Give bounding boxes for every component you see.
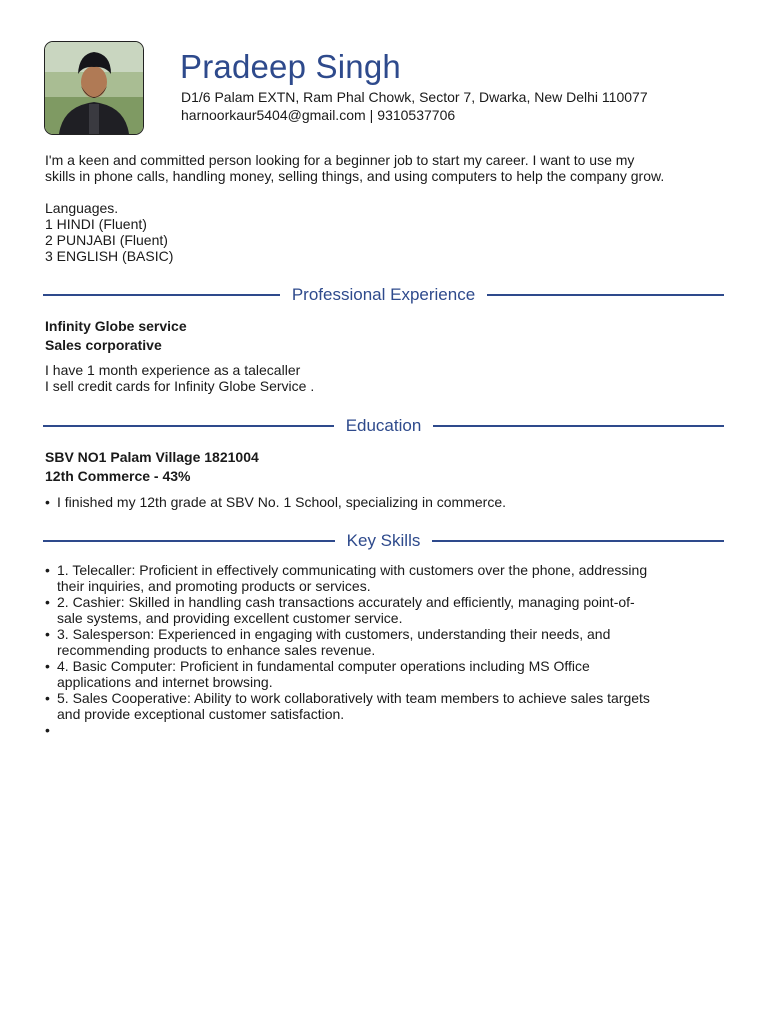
bullet-mark: • xyxy=(45,626,50,642)
experience-line: I sell credit cards for Infinity Globe Service . xyxy=(45,378,315,394)
section-title: Professional Experience xyxy=(291,285,476,304)
list-item xyxy=(45,626,650,658)
section-header-experience xyxy=(43,284,724,306)
divider xyxy=(43,425,334,427)
skill-line: their inquiries, and promoting products or services. xyxy=(57,578,371,594)
list-item xyxy=(45,494,506,510)
phone: 9310537706 xyxy=(377,107,456,123)
bullet-mark: • xyxy=(45,658,50,674)
education-detail: I finished my 12th grade at SBV No. 1 School, specializing in commerce. xyxy=(57,494,506,510)
profile-photo xyxy=(44,41,144,135)
language-item: 1 HINDI (Fluent) xyxy=(45,216,147,232)
skill-line: 3. Salesperson: Experienced in engaging with customers, understanding their needs, and xyxy=(57,626,611,642)
section-title: Education xyxy=(345,416,422,435)
bullet-mark: • xyxy=(45,494,50,510)
language-item: 3 ENGLISH (BASIC) xyxy=(45,248,174,264)
list-item xyxy=(45,690,650,722)
education-entry xyxy=(45,448,259,486)
languages xyxy=(45,200,173,264)
summary-line: I'm a keen and committed person looking for a beginner job to start my career. I want to use my xyxy=(45,152,635,168)
list-item xyxy=(45,722,650,738)
skills-list xyxy=(45,562,650,738)
candidate-name: Pradeep Singh xyxy=(180,48,401,85)
school-name: SBV NO1 Palam Village 1821004 xyxy=(45,449,259,465)
list-item xyxy=(45,594,650,626)
grade: 12th Commerce - 43% xyxy=(45,468,191,484)
experience-entry xyxy=(45,317,187,355)
experience-line: I have 1 month experience as a talecaller xyxy=(45,362,301,378)
section-header-education xyxy=(43,415,724,437)
divider xyxy=(43,294,280,296)
skill-line: 2. Cashier: Skilled in handling cash transactions accurately and efficiently, managing point-of- xyxy=(57,594,635,610)
job-role: Sales corporative xyxy=(45,337,162,353)
skill-line: 1. Telecaller: Proficient in effectively communicating with customers over the phone, addressing xyxy=(57,562,648,578)
skill-line: 4. Basic Computer: Proficient in fundamental computer operations including MS Office xyxy=(57,658,590,674)
divider xyxy=(43,540,335,542)
list-item xyxy=(45,562,650,594)
email[interactable]: harnoorkaur5404@gmail.com xyxy=(181,107,366,123)
divider xyxy=(432,540,724,542)
skill-line: recommending products to enhance sales revenue. xyxy=(57,642,376,658)
divider xyxy=(487,294,724,296)
bullet-mark: • xyxy=(45,722,50,738)
list-item xyxy=(45,658,650,690)
skill-line: applications and internet browsing. xyxy=(57,674,273,690)
contact-separator: | xyxy=(369,107,374,123)
skill-line: 5. Sales Cooperative: Ability to work collaboratively with team members to achieve sales targets xyxy=(57,690,650,706)
section-header-skills xyxy=(43,530,724,552)
summary xyxy=(45,152,664,184)
company-name: Infinity Globe service xyxy=(45,318,187,334)
skill-line: sale systems, and providing excellent customer service. xyxy=(57,610,403,626)
section-title: Key Skills xyxy=(346,531,421,550)
education-details xyxy=(45,494,506,510)
divider xyxy=(433,425,724,427)
bullet-mark: • xyxy=(45,562,50,578)
experience-details xyxy=(45,362,314,394)
summary-line: skills in phone calls, handling money, selling things, and using computers to help the company grow. xyxy=(45,168,665,184)
skill-line: and provide exceptional customer satisfaction. xyxy=(57,706,345,722)
language-item: 2 PUNJABI (Fluent) xyxy=(45,232,168,248)
address: D1/6 Palam EXTN, Ram Phal Chowk, Sector 7, Dwarka, New Delhi 110077 xyxy=(181,89,648,105)
bullet-mark: • xyxy=(45,594,50,610)
bullet-mark: • xyxy=(45,690,50,706)
contact-line xyxy=(181,107,455,123)
languages-heading: Languages. xyxy=(45,200,119,216)
